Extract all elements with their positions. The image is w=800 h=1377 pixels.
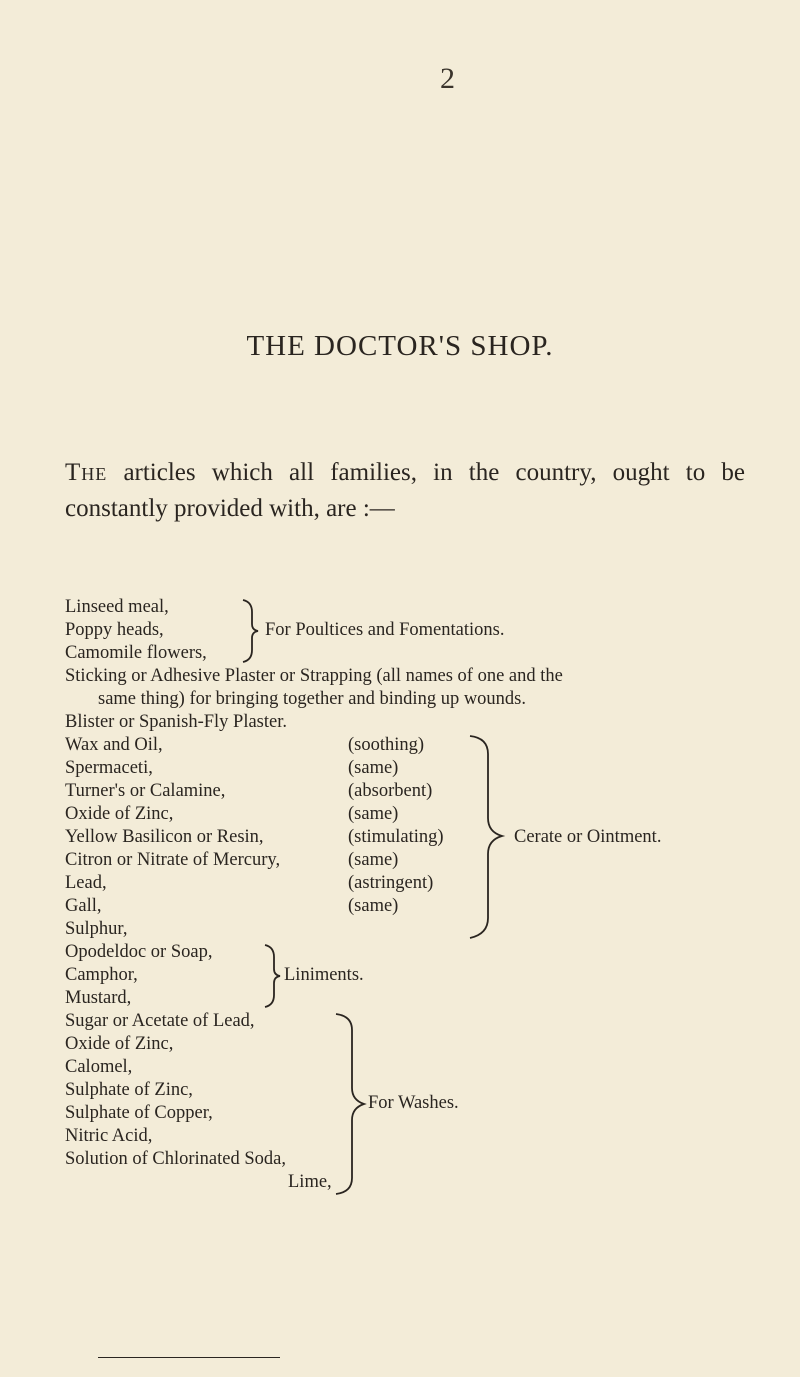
wash-item: Calomel, (65, 1057, 133, 1077)
wash-item: Lime, (288, 1172, 332, 1192)
cerate-item: Gall, (65, 896, 102, 916)
wash-item: Sugar or Acetate of Lead, (65, 1011, 255, 1031)
liniment-item: Mustard, (65, 988, 132, 1008)
liniment-item: Opodeldoc or Soap, (65, 942, 213, 962)
fill-rule (98, 1357, 280, 1358)
cerate-brace (462, 734, 512, 940)
liniments-label: Liniments. (284, 965, 364, 985)
poultice-item: Camomile flowers, (65, 643, 207, 663)
washes-label: For Washes. (368, 1093, 459, 1113)
cerate-item-note: (same) (348, 758, 399, 778)
wash-item: Solution of Chlorinated Soda, (65, 1149, 286, 1169)
poultice-item: Linseed meal, (65, 597, 169, 617)
washes-brace (330, 1012, 370, 1196)
poultices-label: For Poultices and Fomentations. (265, 620, 505, 640)
cerate-item: Wax and Oil, (65, 735, 163, 755)
cerate-item-note: (astringent) (348, 873, 434, 893)
intro-paragraph (65, 455, 745, 527)
sticking-plaster-line-2: same thing) for bringing together and binding up wounds. (98, 689, 527, 709)
cerate-label: Cerate or Ointment. (514, 827, 662, 847)
poultice-item: Poppy heads, (65, 620, 164, 640)
sticking-plaster-line-1: Sticking or Adhesive Plaster or Strapping (all names of one and the (65, 666, 563, 686)
cerate-item-note: (same) (348, 804, 399, 824)
cerate-item-note: (same) (348, 896, 399, 916)
intro-text: articles which all families, in the country, ought to be constantly provided with, are :— (65, 459, 745, 522)
wash-item: Sulphate of Zinc, (65, 1080, 193, 1100)
page-title: THE DOCTOR'S SHOP. (246, 330, 554, 362)
cerate-item-note: (soothing) (348, 735, 425, 755)
cerate-item: Oxide of Zinc, (65, 804, 174, 824)
liniment-item: Camphor, (65, 965, 138, 985)
page-number: 2 (440, 62, 455, 95)
wash-item: Sulphate of Copper, (65, 1103, 213, 1123)
poultices-brace (240, 598, 262, 664)
cerate-item: Lead, (65, 873, 107, 893)
intro-lead-word: The (65, 459, 108, 486)
liniments-brace (262, 943, 284, 1009)
wash-item: Oxide of Zinc, (65, 1034, 174, 1054)
wash-item: Nitric Acid, (65, 1126, 153, 1146)
cerate-item: Spermaceti, (65, 758, 153, 778)
cerate-item: Citron or Nitrate of Mercury, (65, 850, 281, 870)
cerate-item-note: (stimulating) (348, 827, 444, 847)
cerate-item: Sulphur, (65, 919, 128, 939)
cerate-item-note: (same) (348, 850, 399, 870)
cerate-item-note: (absorbent) (348, 781, 433, 801)
cerate-item: Yellow Basilicon or Resin, (65, 827, 264, 847)
cerate-item: Turner's or Calamine, (65, 781, 226, 801)
blister-plaster: Blister or Spanish-Fly Plaster. (65, 712, 287, 732)
